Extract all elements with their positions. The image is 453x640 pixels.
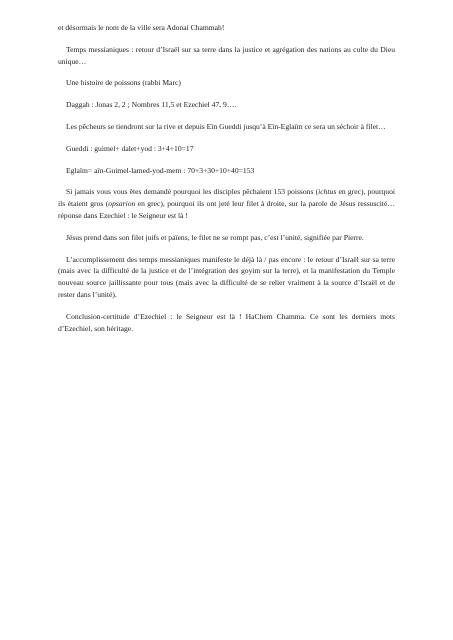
paragraph-p5	[58, 143, 395, 155]
paragraph-p7	[58, 186, 395, 221]
paragraph-p2	[58, 77, 395, 89]
paragraph-p9	[58, 254, 395, 301]
paragraph-p4	[58, 121, 395, 133]
paragraph-p3	[58, 99, 395, 111]
text-segment: en grec), pourquoi ils ont jeté leur filet à droite, sur la parole de Jésus ressuscité… réponse dans Ezechiel : le Seigneur est là !	[58, 199, 395, 220]
text-segment: Eglaïm= aïn-Guimel-lamed-yod-mem : 70+3+30+10+40=153	[66, 165, 255, 175]
text-segment: Conclusion-certitude d’Ezechiel : le Seigneur est là ! HaChem Chamma. Ce sont les derniers mots d’Ezechiel, son héritage.	[58, 311, 395, 333]
text-segment: Si jamais vous vous êtes demandé pourquoi les disciples pêchaient 153 poissons (	[66, 187, 319, 197]
text-segment: en grec), pourquoi ils étaient gros (	[58, 187, 395, 209]
text-segment: L’accomplissement des temps messianiques manifeste le déjà là / pas encore : le retour d’Israël sur sa terre (mais avec la difficulté de la justice et de l’intégration des goyim sur la terre), et la manifestation du Temple nouveau source jaillissante pour tous (mais avec la difficulté de se relier vraiment à la source d’Israël et de rester dans l’unité).	[58, 254, 395, 299]
text-segment: Gueddi : guimel+ dalet+yod : 3+4+10=17	[66, 143, 194, 153]
paragraph-p0	[58, 22, 395, 34]
text-segment: Jésus prend dans son filet juifs et païens, le filet ne se rompt pas, c’est l’unité, signifiée par Pierre.	[66, 232, 364, 242]
text-segment: et désormais le nom de la ville sera Adonai Chammah!	[58, 23, 225, 32]
paragraph-p1	[58, 44, 395, 68]
text-segment: Daggah : Jonas 2, 2 ; Nombres 11,5 et Ezechiel 47, 9….	[66, 100, 237, 110]
italic-term: ichtus	[318, 187, 337, 197]
paragraph-p6	[58, 165, 395, 177]
text-segment: Les pêcheurs se tiendront sur la rive et depuis Eïn Gueddi jusqu’à Eïn-Eglaïm ce sera un séchoir à filet…	[66, 121, 386, 131]
text-segment: Temps messianiques : retour d’Israël sur sa terre dans la justice et agrégation des nations au culte du Dieu unique…	[58, 44, 395, 66]
paragraph-p10	[58, 311, 395, 335]
document-body	[58, 22, 395, 344]
paragraph-p8	[58, 232, 395, 244]
italic-term: opsarion	[108, 199, 136, 209]
text-segment: Une histoire de poissons (rabbi Marc)	[66, 78, 181, 88]
